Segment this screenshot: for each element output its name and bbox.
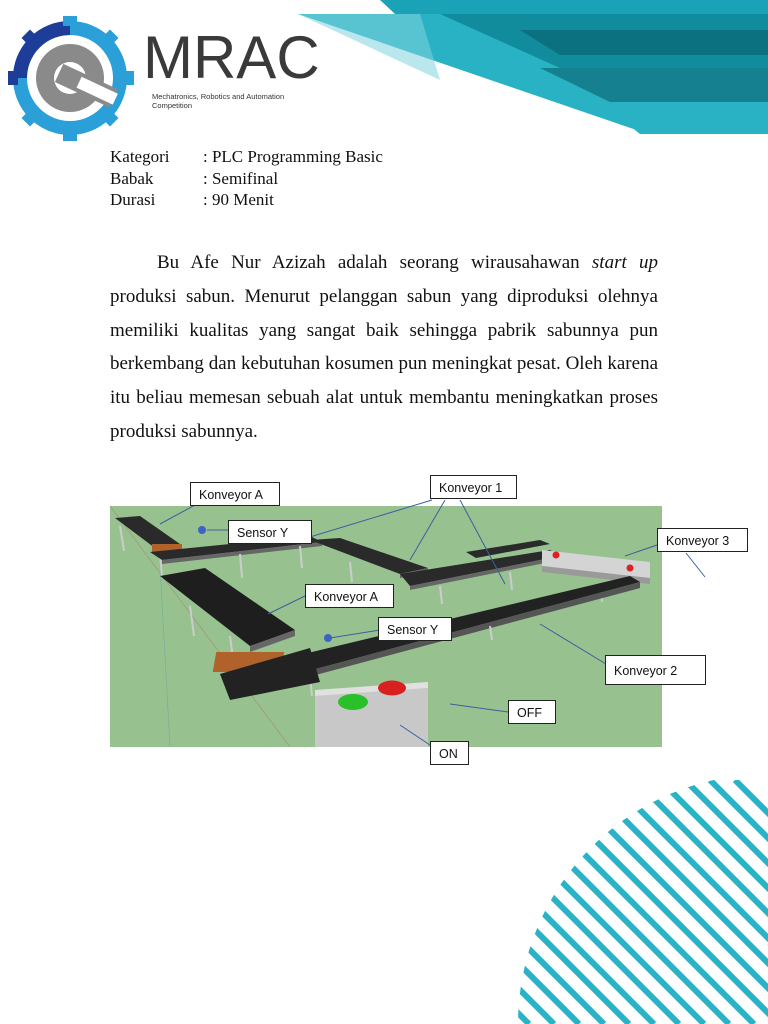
callout-sensor-y-top: Sensor Y [228, 520, 312, 544]
callout-konveyor-1: Konveyor 1 [430, 475, 517, 499]
brand-tagline: Mechatronics, Robotics and Automation Competition [152, 92, 285, 110]
footer-stripe-decoration [450, 780, 768, 1024]
callout-sensor-y-mid: Sensor Y [378, 617, 452, 641]
meta-label: Durasi [110, 190, 156, 209]
meta-value: : 90 Menit [203, 190, 274, 209]
meta-info [110, 146, 383, 211]
meta-row-durasi [110, 189, 383, 211]
paragraph-text-start: Bu Afe Nur Azizah adalah seorang wirausahawan [157, 252, 592, 273]
meta-label: Kategori [110, 147, 170, 166]
meta-label: Babak [110, 168, 154, 188]
meta-value: : Semifinal [203, 168, 279, 188]
paragraph-emphasis: start up [591, 252, 658, 273]
meta-row-kategori [110, 146, 383, 168]
callout-konveyor-a-top: Konveyor A [190, 482, 280, 506]
meta-value: : PLC Programming Basic [203, 147, 383, 166]
meta-row-babak [110, 168, 383, 190]
brand-name: MRAC [143, 24, 320, 91]
callout-konveyor-a-mid: Konveyor A [305, 584, 394, 608]
callout-off: OFF [508, 700, 556, 724]
wrench-gear-icon [8, 16, 138, 141]
callout-konveyor-3: Konveyor 3 [657, 528, 748, 552]
problem-paragraph [110, 246, 658, 449]
callout-konveyor-2: Konveyor 2 [605, 655, 706, 685]
paragraph-text-end: produksi sabun. Menurut pelanggan sabun yang diproduksi olehnya memiliki kualitas yang sangat baik sehingga pabrik sabunnya pun berkembang dan kebutuhan kosumen pun meningkat pesat. Oleh karena itu beliau memesan sebuah alat untuk membantu meningkatkan proses produksi sabunnya. [110, 285, 658, 442]
callout-on: ON [430, 741, 469, 765]
